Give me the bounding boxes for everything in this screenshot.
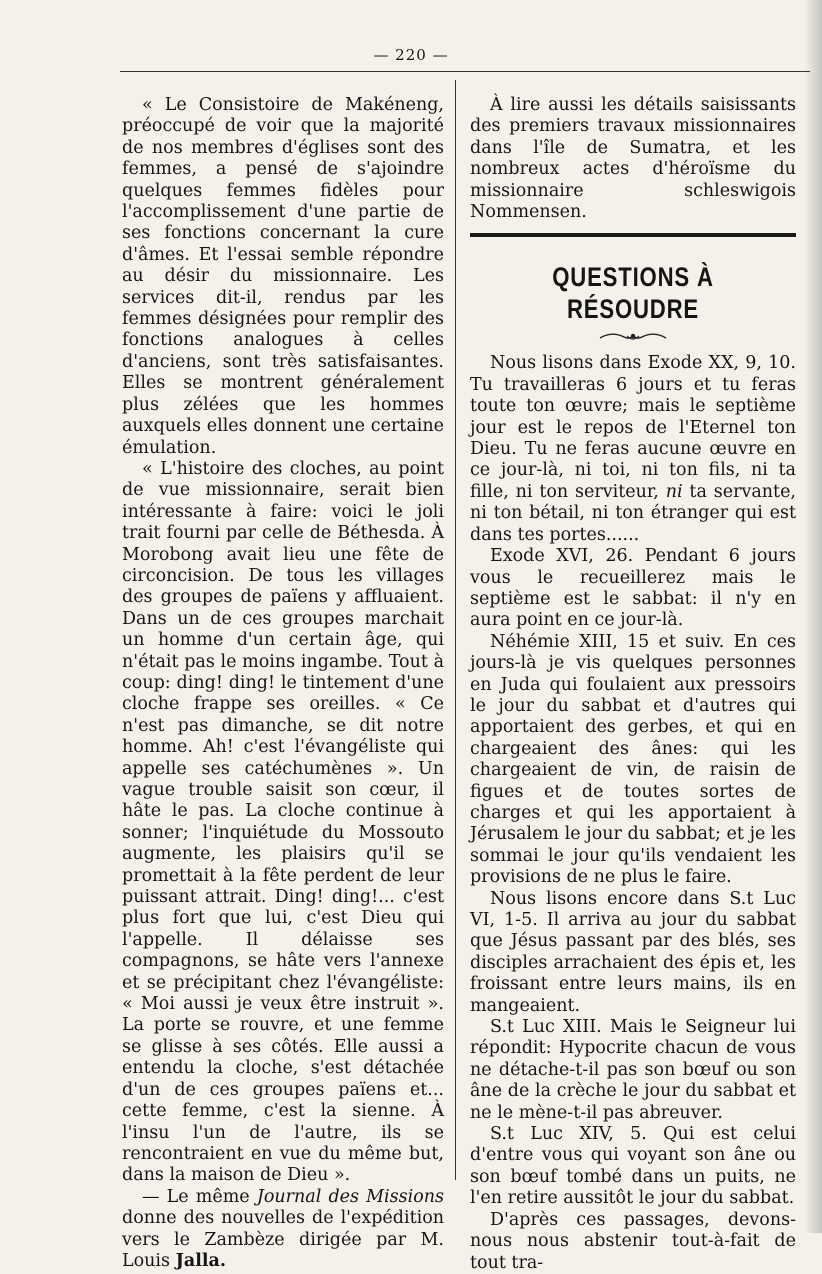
page-number: — 220 — [373, 46, 449, 64]
right-column [470, 95, 796, 1274]
paragraph-sumatra: À lire aussi les détails saisissants des premiers travaux missionnaires dans l'île de Sumatra, et les nombreux actes d'héroïsme du missionnaire schleswigois Nommensen. [470, 95, 796, 223]
paragraph-expedition [122, 1187, 444, 1273]
section-rule [470, 233, 796, 237]
exode-xx-italic: ni [665, 481, 683, 502]
person-name: Jalla. [175, 1250, 226, 1271]
paragraph-question: D'après ces passages, devons-nous nous abstenir tout-à-fait de tout tra- [470, 1209, 796, 1273]
paragraph-nehemie: Néhémie XIII, 15 et suiv. En ces jours-là je vis quelques personnes en Juda qui foulaient aux pressoirs le jour du sabbat et d'autres qui apportaient des gerbes, et qui en chargeaient des ânes: qui les chargeaient de vin, de raisin de figues et de toutes sortes de charges et qui les apportaient à Jérusalem le jour du sabbat; et je les sommai le jour qu'ils vendaient les provisions de ne plus le faire. [470, 631, 796, 888]
ornament-flourish [598, 329, 668, 343]
left-column [122, 95, 444, 1272]
paragraph-exode-xx [470, 353, 796, 546]
exode-xx-part-b: ta servante, ni ton bétail, ni ton étranger qui est dans tes portes...... [470, 481, 796, 545]
paragraph-luc-xiii: S.t Luc XIII. Mais le Seigneur lui répondit: Hypocrite chacun de vous ne détache-t-il pas son bœuf ou son âne de la crèche le jour du sabbat et ne le mène-t-il pas abreuver. [470, 1017, 796, 1123]
paragraph-exode-xvi: Exode XVI, 26. Pendant 6 jours vous le recueillerez mais le septième est le sabbat: il n'y en aura point en ce jour-là. [470, 546, 796, 631]
paragraph-luc-vi: Nous lisons encore dans S.t Luc VI, 1-5. Il arriva au jour du sabbat que Jésus passant par des blés, ses disciples arrachaient des épis et, les froissant entre leurs mains, ils en mangeaient. [470, 888, 796, 1016]
paragraph-consistoire: « Le Consistoire de Makéneng, préoccupé de voir que la majorité de nos membres d'églises sont des femmes, a pensé de s'ajoindre quelques femmes fidèles pour l'accomplissement d'une partie de ses fonctions concernant la cure d'âmes. Et l'essai semble répondre au désir du missionnaire. Les services dit-il, rendus par les femmes désignées pour remplir des fonctions analogues à celles d'anciens, sont très satisfaisantes. Elles se montrent généralement plus zélées que les hommes auxquels elles donnent une certaine émulation. [122, 95, 444, 458]
exode-xx-part-a: Nous lisons dans Exode XX, 9, 10. Tu travailleras 6 jours et tu feras toute ton œuvre; mais le septième jour est le repos de l'Eternel ton Dieu. Tu ne feras aucune œuvre en ce jour-là, ni toi, ni ton fils, ni ta fille, ni ton serviteur, [470, 353, 796, 502]
scan-edge-shadow [804, 0, 822, 1233]
section-title: QUESTIONS À RÉSOUDRE [552, 262, 714, 325]
top-rule [120, 71, 810, 72]
paragraph-cloches: « L'histoire des cloches, au point de vue missionnaire, serait bien intéressante à faire: voici le joli trait fourni par celle de Béthesda. À Morobong avait lieu une fête de circoncision. De tous les villages des groupes de païens y affluaient. Dans un de ces groupes marchait un homme d'un certain âge, qui n'était pas le moins ingambe. Tout à coup: ding! ding! le tintement d'une cloche frappe ses oreilles. « Ce n'est pas dimanche, se dit notre homme. Ah! c'est l'évangéliste qui appelle ses catéchumènes ». Un vague trouble saisit son cœur, il hâte le pas. La cloche continue à sonner; l'inquiétude du Mossouto augmente, les plaisirs qu'il se promettait à la fête perdent de leur puissant attrait. Ding! ding!... c'est plus fort que lui, c'est Dieu qui l'appelle. Il délaisse ses compagnons, se hâte vers l'annexe et se précipitant chez l'évangéliste: « Moi aussi je veux être instruit ». La porte se rouvre, et une femme se glisse à ses côtés. Elle aussi a entendu la cloche, s'est détachée d'un de ces groupes païens et... cette femme, c'est la sienne. À l'insu l'un de l'autre, ils se rencontraient en vue du même but, dans la maison de Dieu ». [122, 458, 444, 1186]
journal-title: Journal des Missions [256, 1186, 444, 1207]
paragraph-middle: donne des nouvelles de l'expédition vers le Zambèze dirigée par M. Louis [122, 1208, 444, 1271]
column-divider [455, 80, 456, 1180]
paragraph-lead: — Le même [142, 1186, 257, 1207]
paragraph-luc-xiv: S.t Luc XIV, 5. Qui est celui d'entre vous qui voyant son âne ou son bœuf tombé dans un puits, ne l'en retire aussitôt le jour du sabbat. [470, 1124, 796, 1209]
